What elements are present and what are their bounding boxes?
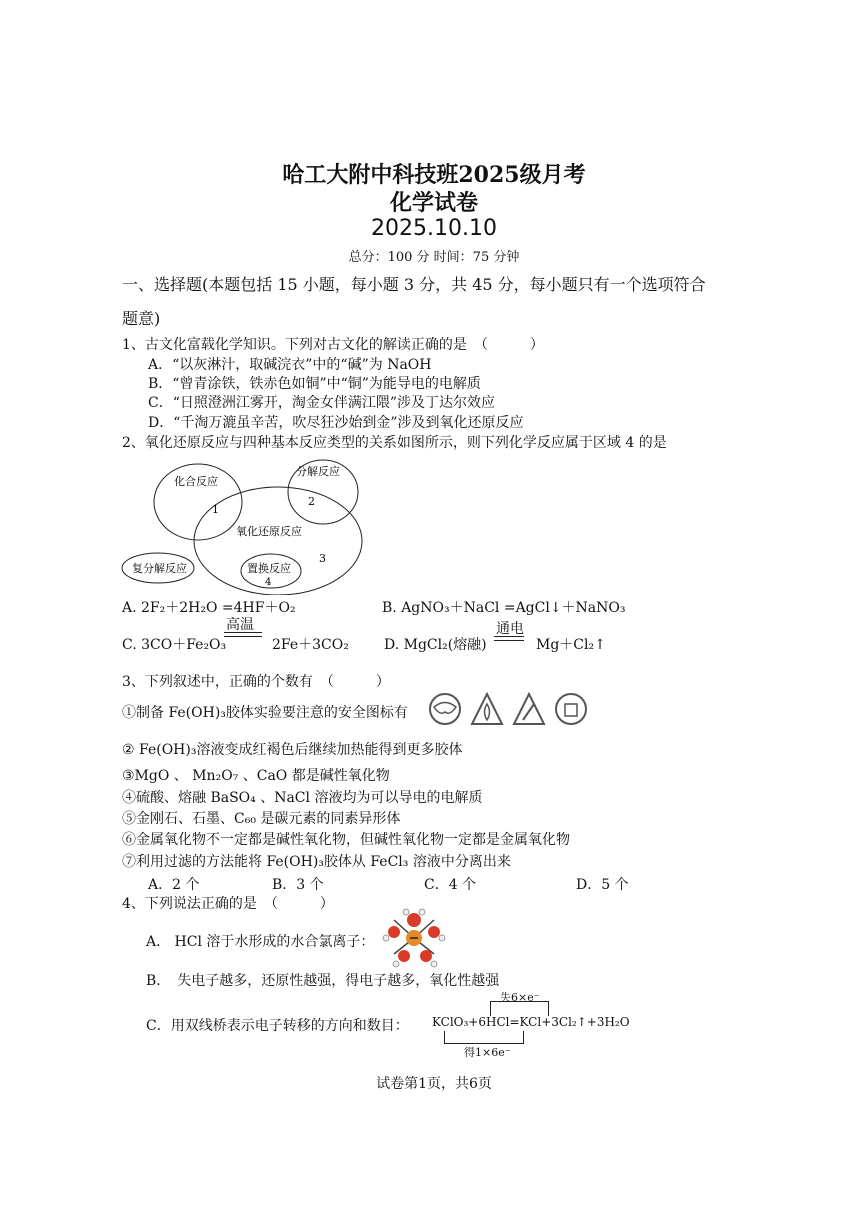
q2-option-a: A. 2F₂＋2H₂O =4HF＋O₂ (122, 600, 296, 616)
q2-option-d-left: D. MgCl₂(熔融) (384, 637, 487, 653)
lose-electron-label: 失6×e⁻ (500, 991, 540, 1004)
q4-option-b: B． 失电子越多，还原性越强，得电子越多，氧化性越强 (146, 973, 500, 989)
q4-stem: 4、下列说法正确的是 （ ） (122, 896, 334, 912)
label-redox: 氧化还原反应 (236, 525, 302, 538)
region-3: 3 (319, 552, 326, 565)
q2-option-d-condition: 通电 (496, 621, 524, 637)
q1-option-d: D．“千淘万漉虽辛苦，吹尽狂沙始到金”涉及到氧化还原反应 (148, 415, 524, 431)
section-heading: 一、选择题(本题包括 15 小题，每小题 3 分，共 45 分，每小题只有一个选项符合 (122, 275, 706, 294)
q3-option-c: C．4 个 (424, 877, 477, 893)
oxygen-atom (388, 926, 400, 938)
q1-option-b: B．“曾青涂铁，铁赤色如铜”中“铜”为能导电的电解质 (148, 376, 481, 392)
q1-option-c: C．“日照澄洲江雾开，淘金女伴满江隈”涉及丁达尔效应 (148, 395, 496, 411)
wash-hands-icon (556, 694, 586, 724)
label-displacement: 置换反应 (247, 562, 291, 575)
equals-sign-d (494, 636, 524, 641)
gain-electron-label: 得1×6e⁻ (464, 1046, 511, 1059)
q4-option-a: A． HCl 溶于水形成的水合氯离子： (146, 934, 375, 950)
lower-bridge (444, 1031, 524, 1044)
oxygen-atom (428, 926, 440, 938)
q4-option-c: C．用双线桥表示电子转移的方向和数目： (146, 1018, 409, 1034)
q3-item-6: ⑥金属氧化物不一定都是碱性氧化物，但碱性氧化物一定都是金属氧化物 (122, 832, 570, 848)
safety-icons (428, 692, 590, 728)
q1-stem: 1、古文化富载化学知识。下列对古文化的解读正确的是 （ ） (122, 337, 544, 353)
reaction-equation: KClO₃+6HCl=KCl+3Cl₂↑+3H₂O (432, 1015, 630, 1029)
label-decomposition: 分解反应 (296, 465, 340, 478)
q2-stem: 2、氧化还原反应与四种基本反应类型的关系如图所示，则下列化学反应属于区域 4 的是 (122, 435, 667, 451)
q2-option-b: B. AgNO₃＋NaCl =AgCl↓＋NaNO₃ (382, 600, 626, 616)
q3-item-7: ⑦利用过滤的方法能将 Fe(OH)₃胶体从 FeCl₃ 溶液中分离出来 (122, 854, 511, 870)
hydrated-chloride-molecule (382, 908, 446, 968)
q3-item-5: ⑤金刚石、石墨、C₆₀ 是碳元素的同素异形体 (122, 811, 401, 827)
region-4: 4 (265, 577, 272, 588)
q2-option-c-condition: 高温 (226, 617, 254, 633)
section-heading-cont: 题意) (122, 309, 161, 328)
region-1: 1 (212, 503, 219, 516)
reaction-venn-diagram (118, 455, 378, 595)
q3-item-1: ①制备 Fe(OH)₃胶体实验要注意的安全图标有 (122, 705, 408, 721)
q3-item-4: ④硫酸、熔融 BaSO₄ 、NaCl 溶液均为可以导电的电解质 (122, 790, 483, 806)
q2-option-c-right: 2Fe＋3CO₂ (272, 637, 349, 653)
flame-icon (472, 694, 502, 724)
q2-option-d-right: Mg＋Cl₂↑ (536, 637, 606, 653)
page-footer: 试卷第1页，共6页 (376, 1076, 492, 1092)
q3-option-d: D．5 个 (576, 877, 629, 893)
q3-item-3: ③MgO 、 Mn₂O₇ 、CaO 都是碱性氧化物 (122, 768, 390, 784)
goggles-icon (430, 694, 460, 724)
score-time: 总分：100 分 时间：75 分钟 (348, 250, 520, 265)
label-double: 复分解反应 (132, 562, 187, 575)
exam-date: 2025.10.10 (371, 216, 497, 241)
oxygen-atom (407, 913, 421, 927)
hot-tube-icon (514, 694, 544, 724)
q1-option-a: A．“以灰淋汁，取碱浣衣”中的“碱”为 NaOH (148, 357, 432, 373)
redox-circle (194, 487, 362, 595)
exam-title: 哈工大附中科技班2025级月考 (282, 162, 586, 188)
oxygen-atom (398, 950, 410, 962)
q3-item-2: ② Fe(OH)₃溶液变成红褐色后继续加热能得到更多胶体 (122, 742, 463, 758)
q3-stem: 3、下列叙述中，正确的个数有 （ ） (122, 674, 390, 690)
label-combination: 化合反应 (174, 475, 218, 488)
subject-title: 化学试卷 (389, 190, 478, 216)
upper-bridge (490, 1001, 549, 1016)
equals-sign-c (224, 632, 262, 637)
region-2: 2 (308, 495, 315, 508)
oxygen-atom (420, 950, 432, 962)
q3-option-a: A．2 个 (148, 877, 200, 893)
q3-option-b: B．3 个 (272, 877, 324, 893)
q2-option-c-left: C. 3CO＋Fe₂O₃ (122, 637, 227, 653)
